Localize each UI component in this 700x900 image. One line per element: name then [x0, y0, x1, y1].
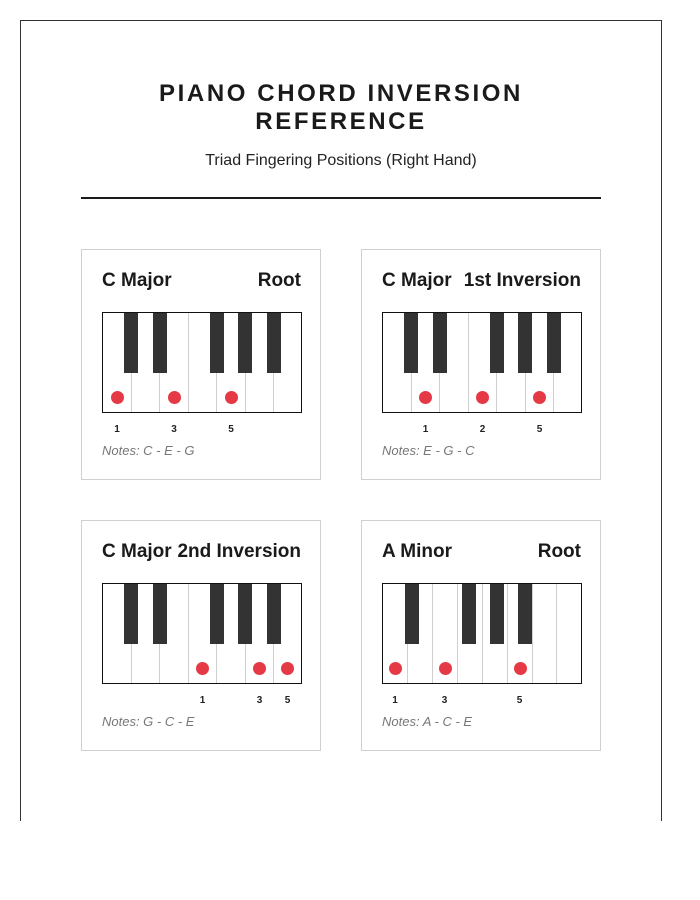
card-header [382, 269, 581, 293]
finger-number: 2 [479, 424, 486, 435]
finger-dot-icon [196, 662, 209, 675]
black-key [153, 313, 167, 373]
finger-dot-icon [281, 662, 294, 675]
white-key [557, 584, 582, 683]
title-line-1: PIANO CHORD INVERSION [159, 80, 523, 107]
chord-name: C Major [102, 541, 172, 562]
black-key [267, 313, 281, 373]
chord-card-a-minor-root [361, 520, 601, 751]
black-key [124, 584, 138, 644]
finger-dot-icon [439, 662, 452, 675]
black-key [490, 584, 504, 644]
piano-keyboard [382, 583, 582, 684]
finger-dot-icon [419, 391, 432, 404]
black-key [267, 584, 281, 644]
chord-notes: Notes: E - G - C [382, 443, 475, 458]
black-key [462, 584, 476, 644]
finger-dot-icon [533, 391, 546, 404]
black-key [153, 584, 167, 644]
black-key [404, 313, 418, 373]
header-divider [81, 197, 601, 199]
black-key [210, 313, 224, 373]
finger-number: 1 [392, 695, 398, 706]
finger-dot-icon [514, 662, 527, 675]
black-key [238, 313, 252, 373]
chord-card-c-major-root [81, 249, 321, 480]
finger-dot-icon [168, 391, 181, 404]
white-key [533, 584, 557, 683]
finger-number: 3 [441, 695, 448, 706]
black-key [490, 313, 504, 373]
chord-position: 1st Inversion [463, 270, 581, 291]
finger-dot-icon [225, 391, 238, 404]
reference-sheet [20, 20, 662, 821]
black-key [433, 313, 447, 373]
chord-position: Root [537, 541, 581, 562]
chord-card-c-major-2nd-inversion [81, 520, 321, 751]
chord-notes: Notes: G - C - E [102, 714, 195, 729]
black-key [238, 584, 252, 644]
finger-number: 3 [256, 695, 263, 706]
card-header [102, 540, 301, 564]
card-header [382, 540, 581, 564]
finger-number: 5 [536, 424, 543, 435]
chord-position: Root [257, 270, 301, 291]
finger-dot-icon [111, 391, 124, 404]
chord-card-c-major-1st-inversion [361, 249, 601, 480]
finger-number: 1 [199, 695, 206, 706]
piano-keyboard [102, 312, 302, 413]
finger-number: 3 [171, 424, 177, 435]
black-key [405, 584, 419, 644]
finger-number: 5 [516, 695, 523, 706]
chord-notes: Notes: C - E - G [102, 443, 195, 458]
title-line-2: REFERENCE [255, 108, 427, 135]
black-key [210, 584, 224, 644]
piano-keyboard [102, 583, 302, 684]
chord-name: C Major [382, 270, 452, 291]
chord-name: C Major [102, 270, 172, 291]
finger-number: 1 [114, 424, 120, 435]
finger-number: 5 [228, 424, 234, 435]
finger-dot-icon [389, 662, 402, 675]
chord-name: A Minor [382, 541, 453, 562]
black-key [518, 584, 532, 644]
black-key [547, 313, 561, 373]
page-title [21, 80, 661, 136]
chord-position: 2nd Inversion [177, 541, 301, 562]
finger-number: 5 [284, 695, 291, 706]
page-subtitle: Triad Fingering Positions (Right Hand) [205, 152, 477, 169]
black-key [124, 313, 138, 373]
finger-dot-icon [253, 662, 266, 675]
finger-number: 1 [422, 424, 429, 435]
chord-notes: Notes: A - C - E [382, 714, 473, 729]
black-key [518, 313, 532, 373]
finger-dot-icon [476, 391, 489, 404]
piano-keyboard [382, 312, 582, 413]
card-header [102, 269, 301, 293]
